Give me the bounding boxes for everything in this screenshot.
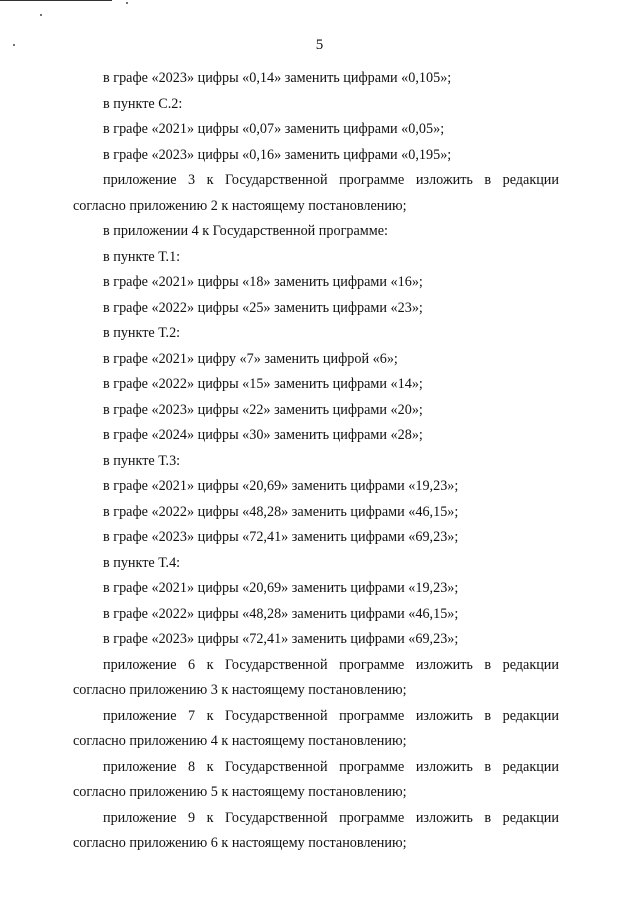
paragraph-appendix-3: приложение 3 к Государственной программе изложить в редакции согласно приложению 2 к настоящему постановлению;: [73, 172, 559, 214]
page-number: 5: [315, 37, 324, 53]
amendment-line: в графе «2024» цифры «30» заменить цифрами «28»;: [103, 427, 423, 443]
point-heading: в пункте Т.3:: [103, 452, 181, 469]
amendment-line: в графе «2021» цифры «0,07» заменить цифрами «0,05»;: [103, 121, 445, 137]
amendment-line: в графе «2023» цифры «22» заменить цифрами «20»;: [103, 401, 423, 418]
paragraph-appendix-6: приложение 6 к Государственной программе изложить в редакции согласно приложению 3 к настоящему постановлению;: [73, 656, 559, 698]
amendment-line: в графе «2023» цифры «0,16» заменить цифрами «0,195»;: [103, 146, 452, 163]
point-heading: в пункте Т.1:: [103, 248, 181, 265]
paragraph-appendix-8: приложение 8 к Государственной программе изложить в редакции согласно приложению 5 к настоящему постановлению;: [73, 758, 559, 800]
amendment-line: в графе «2023» цифры «72,41» заменить цифрами «69,23»;: [103, 529, 459, 545]
amendment-line: в графе «2021» цифры «20,69» заменить цифрами «19,23»;: [103, 478, 459, 494]
point-heading: в пункте С.2:: [103, 95, 183, 112]
amendment-line: в графе «2021» цифры «18» заменить цифрами «16»;: [103, 274, 423, 290]
amendment-line: в графе «2021» цифру «7» заменить цифрой «6»;: [103, 350, 398, 367]
document-body: [73, 66, 559, 857]
point-heading: в пункте Т.2:: [103, 325, 181, 341]
paragraph-appendix-7: приложение 7 к Государственной программе изложить в редакции согласно приложению 4 к настоящему постановлению;: [73, 707, 559, 749]
section-heading: в приложении 4 к Государственной программе:: [103, 223, 388, 239]
scan-speck: [40, 14, 42, 16]
amendment-line: в графе «2022» цифры «48,28» заменить цифрами «46,15»;: [103, 503, 459, 520]
amendment-line: в графе «2023» цифры «72,41» заменить цифрами «69,23»;: [103, 631, 459, 647]
point-heading: в пункте Т.4:: [103, 554, 181, 571]
paragraph-appendix-9: приложение 9 к Государственной программе изложить в редакции согласно приложению 6 к настоящему постановлению;: [73, 809, 559, 851]
scan-edge-line: [0, 0, 112, 1]
amendment-line: в графе «2022» цифры «25» заменить цифрами «23»;: [103, 299, 423, 316]
amendment-line: в графе «2021» цифры «20,69» заменить цифрами «19,23»;: [103, 580, 459, 596]
amendment-line: в графе «2022» цифры «48,28» заменить цифрами «46,15»;: [103, 605, 459, 622]
amendment-line: в графе «2023» цифры «0,14» заменить цифрами «0,105»;: [103, 70, 452, 86]
amendment-line: в графе «2022» цифры «15» заменить цифрами «14»;: [103, 376, 423, 392]
scan-speck: [126, 2, 128, 4]
